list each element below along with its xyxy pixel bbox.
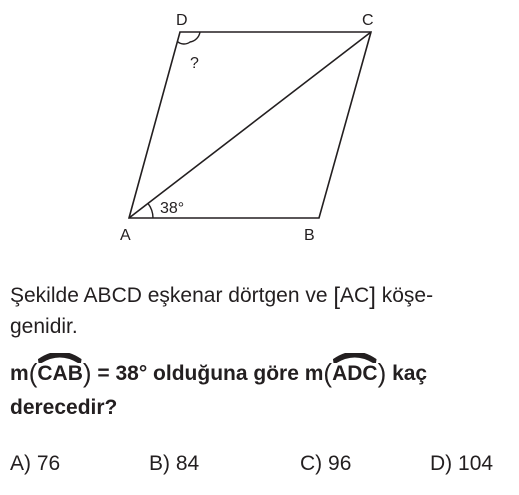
choice-b[interactable] (149, 452, 199, 476)
bracket-close: ] (369, 283, 376, 310)
choice-d[interactable] (430, 452, 493, 476)
choice-value: 104 (458, 452, 494, 475)
choice-value: 84 (175, 452, 200, 475)
question-text-1b: köşe- (375, 284, 434, 307)
choice-a[interactable] (10, 452, 60, 476)
question-text-1a: Şekilde ABCD eşkenar dörtgen ve (10, 284, 334, 307)
m-symbol-1: m (10, 362, 29, 385)
diagonal-ac (129, 32, 371, 218)
question-text-4: derecedir? (10, 396, 118, 419)
question-text-2: genidir. (10, 315, 78, 338)
angle-hat-icon (37, 353, 83, 363)
vertex-label-d: D (176, 12, 188, 29)
question-text-3-end: kaç (386, 362, 428, 385)
angle-cab-text: CAB (37, 362, 83, 385)
angle-cab-notation (37, 362, 83, 386)
vertex-label-b: B (304, 227, 315, 244)
angle-arc-d (178, 32, 200, 44)
choice-value: 96 (328, 452, 352, 475)
angle-adc-notation (332, 362, 378, 386)
choice-letter: C) (300, 452, 323, 475)
question-line-3 (10, 358, 427, 389)
angle-arc-a (148, 203, 153, 218)
vertex-label-c: C (362, 12, 374, 29)
vertex-label-a: A (120, 227, 131, 244)
choice-value: 76 (36, 452, 61, 475)
answer-choices (10, 452, 510, 482)
paren-close-1: ) (82, 358, 92, 388)
angle-hat-icon (332, 353, 378, 363)
bracket-open: [ (333, 283, 341, 310)
question-line-2 (10, 315, 78, 339)
angle-label-cab: 38° (160, 200, 185, 217)
choice-letter: D) (430, 452, 453, 475)
choice-c[interactable] (300, 452, 351, 476)
paren-open-2: ( (323, 358, 333, 388)
paren-close-2: ) (377, 358, 387, 388)
paren-open-1: ( (28, 358, 38, 388)
question-line-4 (10, 396, 117, 420)
angle-adc-text: ADC (332, 362, 378, 385)
segment-ac: AC (340, 284, 370, 307)
choice-letter: B) (149, 452, 170, 475)
angle-label-adc: ? (190, 55, 199, 72)
question-text-3-mid: = 38° olduğuna göre m (91, 362, 324, 385)
question-line-1 (10, 283, 433, 311)
choice-letter: A) (10, 452, 31, 475)
